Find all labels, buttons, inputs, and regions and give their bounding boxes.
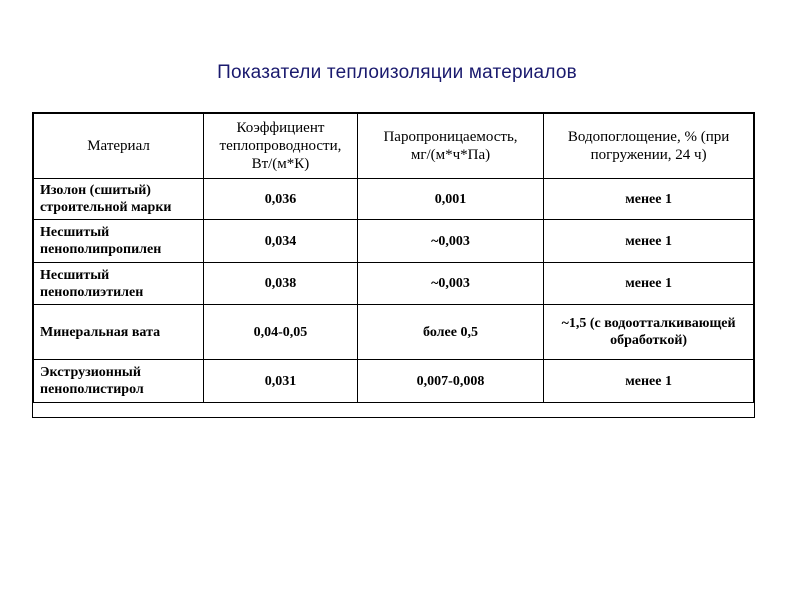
cell-material: Экструзионный пенополистирол [34,360,204,403]
table-row [34,179,754,220]
cell-water: менее 1 [544,179,754,220]
table-row [34,220,754,263]
header-conductivity: Коэффициент теплопроводности, Вт/(м*К) [204,114,358,179]
materials-table-frame [32,112,755,418]
cell-conductivity: 0,04-0,05 [204,305,358,360]
cell-water: менее 1 [544,220,754,263]
cell-vapor: ~0,003 [357,220,543,263]
cell-water: менее 1 [544,360,754,403]
cell-material: Несшитый пенополипропилен [34,220,204,263]
cell-conductivity: 0,038 [204,263,358,305]
table-row [34,305,754,360]
cell-material: Минеральная вата [34,305,204,360]
header-vapor-permeability: Паропроницаемость, мг/(м*ч*Па) [357,114,543,179]
header-water-absorption: Водопоглощение, % (при погружении, 24 ч) [544,114,754,179]
cell-material: Изолон (сшитый) строительной марки [34,179,204,220]
slide-title: Показатели теплоизоляции материалов [217,62,577,83]
header-row [34,114,754,179]
materials-table [33,113,754,403]
cell-vapor: 0,001 [357,179,543,220]
cell-vapor: 0,007-0,008 [357,360,543,403]
table-row [34,263,754,305]
cell-conductivity: 0,034 [204,220,358,263]
cell-vapor: более 0,5 [357,305,543,360]
table-row [34,360,754,403]
cell-conductivity: 0,031 [204,360,358,403]
cell-water: ~1,5 (с водоотталкивающей обработкой) [544,305,754,360]
cell-water: менее 1 [544,263,754,305]
header-material: Материал [34,114,204,179]
cell-vapor: ~0,003 [357,263,543,305]
cell-material: Несшитый пенополиэтилен [34,263,204,305]
cell-conductivity: 0,036 [204,179,358,220]
